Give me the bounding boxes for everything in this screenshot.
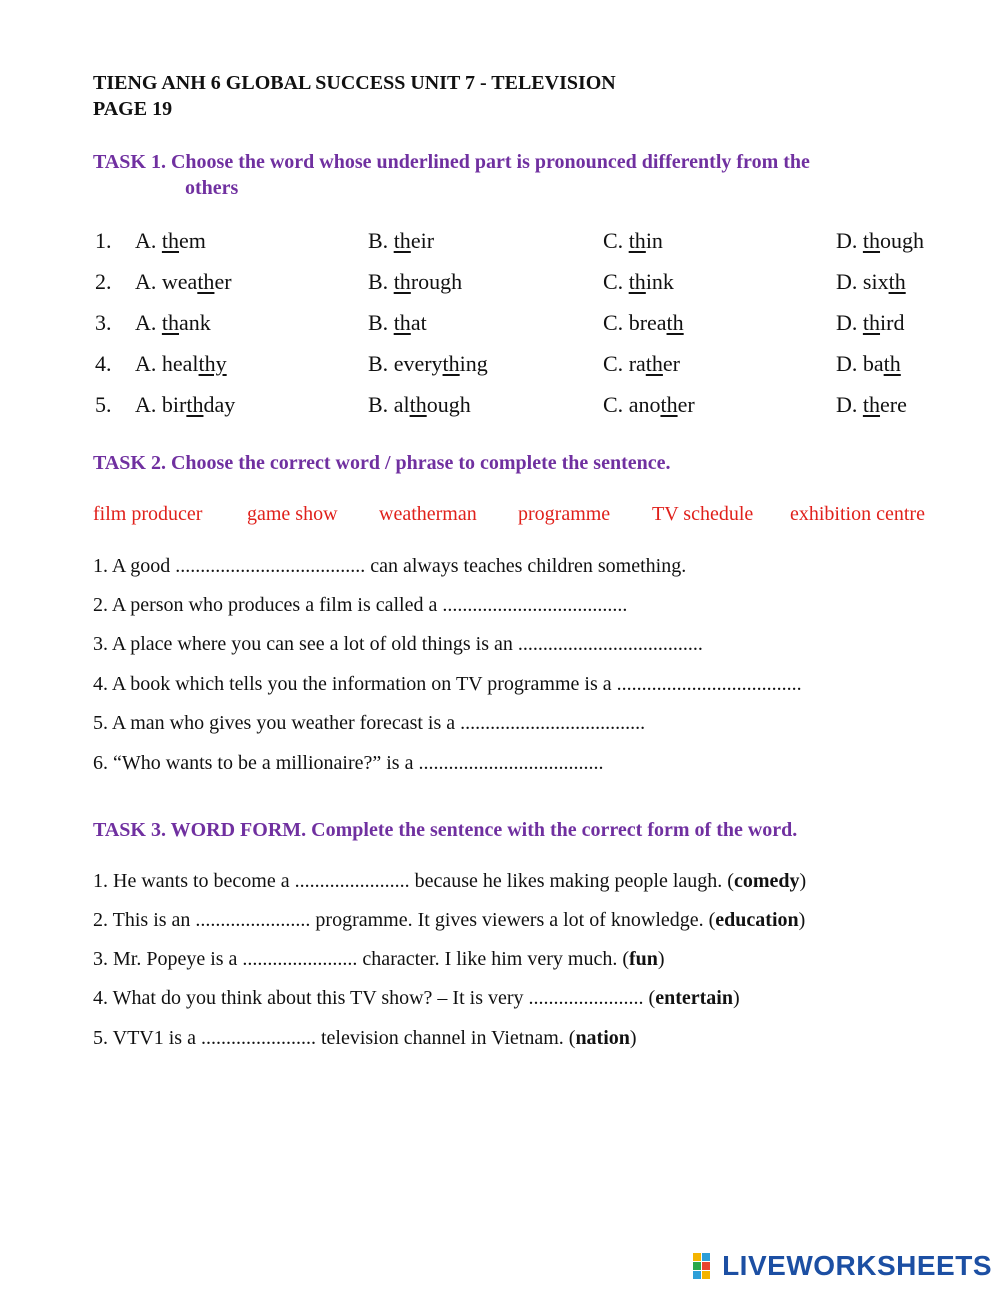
answer-option: C. thin: [603, 228, 663, 253]
underlined-sound: th: [862, 310, 881, 335]
question-number: 5.: [95, 392, 112, 417]
task2-sentence: 4. A book which tells you the information on TV programme is a .....................................: [93, 673, 802, 695]
underlined-sound: th: [393, 228, 411, 253]
underlined-sound: th: [645, 351, 663, 376]
answer-option: D. there: [836, 392, 907, 417]
underlined-sound: th: [161, 228, 180, 253]
answer-option: A. weather: [135, 269, 232, 294]
worksheet-title: [93, 70, 616, 122]
underlined-sound: th: [393, 269, 411, 294]
task3-title: TASK 3. WORD FORM. Complete the sentence with the correct form of the word.: [93, 819, 798, 841]
question-number: 1.: [95, 228, 112, 253]
word-form-root: entertain: [655, 987, 733, 1009]
underlined-sound: th: [883, 351, 901, 376]
task3-sentence: 5. VTV1 is a ....................... television channel in Vietnam. (nation): [93, 1027, 637, 1049]
answer-option: B. their: [368, 228, 435, 253]
task3-sentence: 2. This is an ....................... programme. It gives viewers a lot of knowledge. (education): [93, 909, 806, 931]
answer-option: B. everything: [368, 351, 488, 376]
word-bank-item: programme: [518, 503, 611, 525]
task2-sentence: 3. A place where you can see a lot of old things is an .....................................: [93, 633, 703, 655]
logo-grid-icon: [693, 1253, 719, 1279]
liveworksheets-logo: [693, 1249, 992, 1283]
underlined-sound: th: [197, 269, 215, 294]
task1-question: [95, 310, 975, 340]
underlined-sound: th: [862, 228, 881, 253]
underlined-sound: th: [888, 269, 906, 294]
answer-option: D. though: [836, 228, 925, 253]
answer-option: D. sixth: [836, 269, 906, 294]
task1-question: [95, 392, 975, 422]
task1-title: [93, 149, 810, 201]
answer-option: B. that: [368, 310, 427, 335]
answer-option: C. rather: [603, 351, 680, 376]
answer-option: C. breath: [603, 310, 684, 335]
answer-option: A. healthy: [135, 351, 227, 376]
answer-option: B. through: [368, 269, 463, 294]
word-form-root: fun: [629, 948, 658, 970]
word-form-root: nation: [575, 1027, 630, 1049]
task3-sentence: 1. He wants to become a ....................... because he likes making people laugh. (comedy): [93, 870, 807, 892]
logo-text: LIVEWORKSHEETS: [722, 1250, 992, 1281]
answer-option: C. another: [603, 392, 695, 417]
word-form-root: comedy: [733, 870, 800, 892]
question-number: 3.: [95, 310, 112, 335]
task2-title: TASK 2. Choose the correct word / phrase to complete the sentence.: [93, 452, 671, 474]
underlined-sound: thy: [198, 351, 227, 376]
underlined-sound: th: [666, 310, 684, 335]
question-number: 4.: [95, 351, 112, 376]
task2-sentence: 6. “Who wants to be a millionaire?” is a .....................................: [93, 752, 604, 774]
underlined-sound: th: [862, 392, 881, 417]
task1-question: [95, 351, 975, 381]
underlined-sound: th: [161, 310, 180, 335]
task2-sentence: 2. A person who produces a film is called a .....................................: [93, 594, 628, 616]
task3-sentence: 4. What do you think about this TV show? – It is very ....................... (entertain): [93, 987, 740, 1009]
task1-title-line2: others: [185, 177, 239, 199]
underlined-sound: th: [442, 351, 460, 376]
answer-option: A. birthday: [135, 392, 236, 417]
answer-option: B. although: [368, 392, 471, 417]
underlined-sound: th: [628, 269, 646, 294]
word-form-root: education: [715, 909, 799, 931]
task2-sentence: 5. A man who gives you weather forecast is a .....................................: [93, 712, 646, 734]
answer-option: C. think: [603, 269, 674, 294]
task1-title-line1: TASK 1. Choose the word whose underlined part is pronounced differently from the: [93, 151, 810, 173]
answer-option: A. thank: [135, 310, 211, 335]
answer-option: D. third: [836, 310, 905, 335]
underlined-sound: th: [409, 392, 427, 417]
title-line: TIENG ANH 6 GLOBAL SUCCESS UNIT 7 - TELEVISION: [93, 72, 616, 94]
underlined-sound: th: [186, 392, 204, 417]
task2-sentence: 1. A good ...................................... can always teaches children something.: [93, 555, 687, 577]
word-bank-item: TV schedule: [652, 503, 754, 525]
word-bank-item: film producer: [93, 503, 203, 525]
underlined-sound: th: [393, 310, 411, 335]
task1-question: [95, 228, 975, 258]
word-bank-item: game show: [247, 503, 338, 525]
answer-option: A. them: [135, 228, 206, 253]
question-number: 2.: [95, 269, 112, 294]
task3-sentence: 3. Mr. Popeye is a ....................... character. I like him very much. (fun): [93, 948, 665, 970]
underlined-sound: th: [660, 392, 678, 417]
underlined-sound: th: [628, 228, 646, 253]
answer-option: D. bath: [836, 351, 901, 376]
word-bank-item: exhibition centre: [790, 503, 925, 525]
word-bank-item: weatherman: [379, 503, 477, 525]
page-number: PAGE 19: [93, 98, 173, 120]
task1-question: [95, 269, 975, 299]
